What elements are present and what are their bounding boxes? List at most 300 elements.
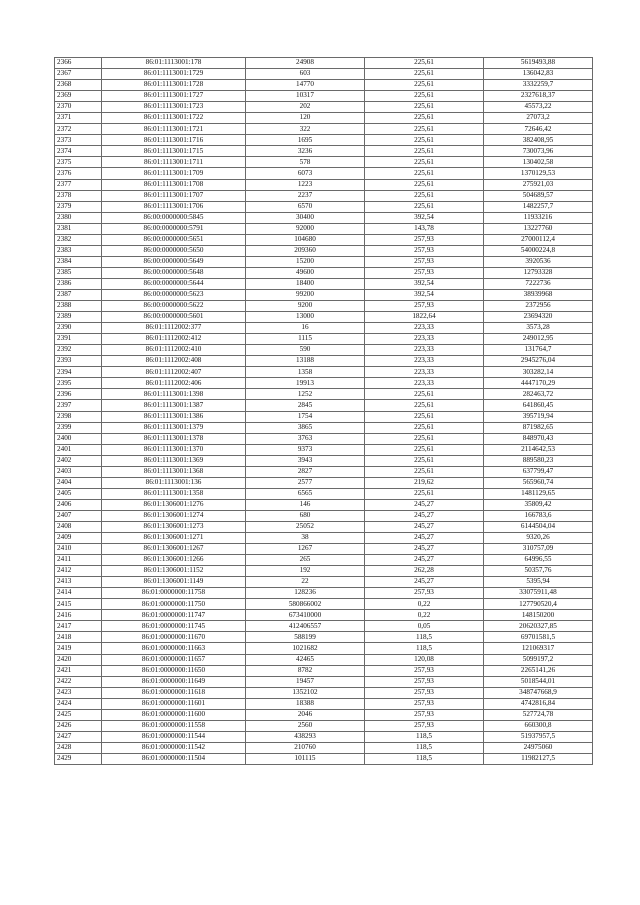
area-cell: 673410000 xyxy=(246,610,365,621)
row-number-cell: 2395 xyxy=(55,378,102,389)
rate-cell: 118,5 xyxy=(365,731,484,742)
rate-cell: 225,61 xyxy=(365,422,484,433)
value-cell: 11982127,5 xyxy=(484,753,593,764)
value-cell: 871982,65 xyxy=(484,422,593,433)
row-number-cell: 2426 xyxy=(55,720,102,731)
cadastral-number-cell: 86:01:0000000:11504 xyxy=(102,753,246,764)
rate-cell: 225,61 xyxy=(365,168,484,179)
cadastral-number-cell: 86:00:0000000:5845 xyxy=(102,212,246,223)
area-cell: 18388 xyxy=(246,698,365,709)
cadastral-number-cell: 86:00:0000000:5650 xyxy=(102,245,246,256)
row-number-cell: 2428 xyxy=(55,742,102,753)
value-cell: 504689,57 xyxy=(484,190,593,201)
area-cell: 438293 xyxy=(246,731,365,742)
cadastral-number-cell: 86:01:1113001:1721 xyxy=(102,124,246,135)
value-cell: 166783,6 xyxy=(484,510,593,521)
table-row xyxy=(55,69,593,80)
table-row xyxy=(55,411,593,422)
row-number-cell: 2391 xyxy=(55,334,102,345)
rate-cell: 225,61 xyxy=(365,400,484,411)
table-row xyxy=(55,278,593,289)
value-cell: 4447170,29 xyxy=(484,378,593,389)
area-cell: 412406557 xyxy=(246,621,365,632)
area-cell: 92000 xyxy=(246,223,365,234)
row-number-cell: 2416 xyxy=(55,610,102,621)
table-row xyxy=(55,621,593,632)
row-number-cell: 2393 xyxy=(55,356,102,367)
cadastral-number-cell: 86:01:1112002:410 xyxy=(102,345,246,356)
area-cell: 3236 xyxy=(246,146,365,157)
row-number-cell: 2392 xyxy=(55,345,102,356)
area-cell: 265 xyxy=(246,555,365,566)
rate-cell: 225,61 xyxy=(365,58,484,69)
area-cell: 1695 xyxy=(246,135,365,146)
rate-cell: 257,93 xyxy=(365,588,484,599)
rate-cell: 225,61 xyxy=(365,433,484,444)
cadastral-number-cell: 86:00:0000000:5644 xyxy=(102,278,246,289)
table-row xyxy=(55,610,593,621)
table-row xyxy=(55,521,593,532)
cadastral-number-cell: 86:01:1306001:1276 xyxy=(102,499,246,510)
table-row xyxy=(55,146,593,157)
value-cell: 131764,7 xyxy=(484,345,593,356)
rate-cell: 257,93 xyxy=(365,676,484,687)
cadastral-number-cell: 86:01:1112002:412 xyxy=(102,334,246,345)
cadastral-number-cell: 86:01:1113001:1728 xyxy=(102,80,246,91)
row-number-cell: 2401 xyxy=(55,444,102,455)
value-cell: 5018544,01 xyxy=(484,676,593,687)
value-cell: 565960,74 xyxy=(484,477,593,488)
area-cell: 9200 xyxy=(246,301,365,312)
rate-cell: 257,93 xyxy=(365,245,484,256)
table-row xyxy=(55,245,593,256)
cadastral-number-cell: 86:01:0000000:11649 xyxy=(102,676,246,687)
table-row xyxy=(55,533,593,544)
table-row xyxy=(55,334,593,345)
table-row xyxy=(55,179,593,190)
value-cell: 127790520,4 xyxy=(484,599,593,610)
cadastral-number-cell: 86:00:0000000:5651 xyxy=(102,234,246,245)
rate-cell: 245,27 xyxy=(365,533,484,544)
row-number-cell: 2373 xyxy=(55,135,102,146)
row-number-cell: 2424 xyxy=(55,698,102,709)
cadastral-number-cell: 86:01:1112002:377 xyxy=(102,323,246,334)
cadastral-number-cell: 86:01:1113001:136 xyxy=(102,477,246,488)
rate-cell: 225,61 xyxy=(365,157,484,168)
area-cell: 2237 xyxy=(246,190,365,201)
rate-cell: 225,61 xyxy=(365,455,484,466)
value-cell: 5619493,88 xyxy=(484,58,593,69)
cadastral-number-cell: 86:01:1113001:1706 xyxy=(102,201,246,212)
rate-cell: 225,61 xyxy=(365,146,484,157)
row-number-cell: 2372 xyxy=(55,124,102,135)
row-number-cell: 2367 xyxy=(55,69,102,80)
rate-cell: 120,08 xyxy=(365,654,484,665)
cadastral-number-cell: 86:01:0000000:11601 xyxy=(102,698,246,709)
row-number-cell: 2371 xyxy=(55,113,102,124)
row-number-cell: 2403 xyxy=(55,466,102,477)
rate-cell: 118,5 xyxy=(365,753,484,764)
cadastral-number-cell: 86:01:1306001:1273 xyxy=(102,521,246,532)
rate-cell: 143,78 xyxy=(365,223,484,234)
area-cell: 128236 xyxy=(246,588,365,599)
value-cell: 45573,22 xyxy=(484,102,593,113)
area-cell: 1223 xyxy=(246,179,365,190)
value-cell: 9320,26 xyxy=(484,533,593,544)
area-cell: 1754 xyxy=(246,411,365,422)
row-number-cell: 2417 xyxy=(55,621,102,632)
cadastral-number-cell: 86:01:1113001:1370 xyxy=(102,444,246,455)
value-cell: 51937957,5 xyxy=(484,731,593,742)
value-cell: 2945276,04 xyxy=(484,356,593,367)
cadastral-number-cell: 86:01:0000000:11670 xyxy=(102,632,246,643)
area-cell: 16 xyxy=(246,323,365,334)
rate-cell: 225,61 xyxy=(365,488,484,499)
rate-cell: 219,62 xyxy=(365,477,484,488)
rate-cell: 245,27 xyxy=(365,544,484,555)
area-cell: 38 xyxy=(246,533,365,544)
area-cell: 24908 xyxy=(246,58,365,69)
row-number-cell: 2418 xyxy=(55,632,102,643)
row-number-cell: 2397 xyxy=(55,400,102,411)
row-number-cell: 2404 xyxy=(55,477,102,488)
area-cell: 1252 xyxy=(246,389,365,400)
row-number-cell: 2405 xyxy=(55,488,102,499)
value-cell: 4742816,84 xyxy=(484,698,593,709)
cadastral-number-cell: 86:01:1113001:1378 xyxy=(102,433,246,444)
area-cell: 19913 xyxy=(246,378,365,389)
table-row xyxy=(55,201,593,212)
value-cell: 27073,2 xyxy=(484,113,593,124)
table-row xyxy=(55,113,593,124)
row-number-cell: 2422 xyxy=(55,676,102,687)
rate-cell: 225,61 xyxy=(365,389,484,400)
cadastral-number-cell: 86:00:0000000:5623 xyxy=(102,289,246,300)
cadastral-number-cell: 86:01:0000000:11750 xyxy=(102,599,246,610)
row-number-cell: 2402 xyxy=(55,455,102,466)
value-cell: 13227760 xyxy=(484,223,593,234)
row-number-cell: 2379 xyxy=(55,201,102,212)
value-cell: 889580,23 xyxy=(484,455,593,466)
row-number-cell: 2420 xyxy=(55,654,102,665)
area-cell: 6570 xyxy=(246,201,365,212)
area-cell: 1358 xyxy=(246,367,365,378)
table-row xyxy=(55,698,593,709)
rate-cell: 392,54 xyxy=(365,278,484,289)
rate-cell: 392,54 xyxy=(365,289,484,300)
cadastral-number-cell: 86:01:1112002:406 xyxy=(102,378,246,389)
table-row xyxy=(55,234,593,245)
cadastral-number-cell: 86:01:1113001:1729 xyxy=(102,69,246,80)
value-cell: 136042,83 xyxy=(484,69,593,80)
area-cell: 25052 xyxy=(246,521,365,532)
table-row xyxy=(55,80,593,91)
cadastral-number-cell: 86:01:1112002:408 xyxy=(102,356,246,367)
cadastral-number-cell: 86:01:0000000:11745 xyxy=(102,621,246,632)
row-number-cell: 2389 xyxy=(55,312,102,323)
row-number-cell: 2427 xyxy=(55,731,102,742)
row-number-cell: 2413 xyxy=(55,577,102,588)
cadastral-number-cell: 86:01:0000000:11747 xyxy=(102,610,246,621)
area-cell: 19457 xyxy=(246,676,365,687)
value-cell: 130402,58 xyxy=(484,157,593,168)
table-row xyxy=(55,709,593,720)
rate-cell: 0,05 xyxy=(365,621,484,632)
table-row xyxy=(55,753,593,764)
cadastral-number-cell: 86:01:1306001:1267 xyxy=(102,544,246,555)
area-cell: 101115 xyxy=(246,753,365,764)
rate-cell: 225,61 xyxy=(365,179,484,190)
table-body xyxy=(55,58,593,765)
table-row xyxy=(55,643,593,654)
rate-cell: 257,93 xyxy=(365,698,484,709)
rate-cell: 0,22 xyxy=(365,610,484,621)
row-number-cell: 2370 xyxy=(55,102,102,113)
table-row xyxy=(55,566,593,577)
area-cell: 120 xyxy=(246,113,365,124)
area-cell: 209360 xyxy=(246,245,365,256)
table-row xyxy=(55,212,593,223)
cadastral-number-cell: 86:01:1113001:1386 xyxy=(102,411,246,422)
row-number-cell: 2429 xyxy=(55,753,102,764)
table-row xyxy=(55,168,593,179)
area-cell: 99200 xyxy=(246,289,365,300)
table-row xyxy=(55,190,593,201)
rate-cell: 225,61 xyxy=(365,80,484,91)
area-cell: 18400 xyxy=(246,278,365,289)
cadastral-number-cell: 86:01:1112002:407 xyxy=(102,367,246,378)
value-cell: 641860,45 xyxy=(484,400,593,411)
value-cell: 11933216 xyxy=(484,212,593,223)
cadastral-number-cell: 86:01:1113001:1711 xyxy=(102,157,246,168)
rate-cell: 225,61 xyxy=(365,91,484,102)
value-cell: 1481129,65 xyxy=(484,488,593,499)
table-row xyxy=(55,378,593,389)
rate-cell: 257,93 xyxy=(365,709,484,720)
area-cell: 14770 xyxy=(246,80,365,91)
row-number-cell: 2377 xyxy=(55,179,102,190)
row-number-cell: 2390 xyxy=(55,323,102,334)
table-row xyxy=(55,599,593,610)
table-row xyxy=(55,256,593,267)
rate-cell: 225,61 xyxy=(365,124,484,135)
value-cell: 382408,95 xyxy=(484,135,593,146)
row-number-cell: 2407 xyxy=(55,510,102,521)
cadastral-number-cell: 86:01:0000000:11542 xyxy=(102,742,246,753)
area-cell: 680 xyxy=(246,510,365,521)
rate-cell: 257,93 xyxy=(365,687,484,698)
cadastral-number-cell: 86:01:0000000:11650 xyxy=(102,665,246,676)
row-number-cell: 2414 xyxy=(55,588,102,599)
value-cell: 1370129,53 xyxy=(484,168,593,179)
area-cell: 146 xyxy=(246,499,365,510)
row-number-cell: 2415 xyxy=(55,599,102,610)
table-row xyxy=(55,356,593,367)
row-number-cell: 2380 xyxy=(55,212,102,223)
table-row xyxy=(55,102,593,113)
table-row xyxy=(55,555,593,566)
cadastral-number-cell: 86:01:0000000:11657 xyxy=(102,654,246,665)
row-number-cell: 2409 xyxy=(55,533,102,544)
rate-cell: 223,33 xyxy=(365,367,484,378)
row-number-cell: 2387 xyxy=(55,289,102,300)
rate-cell: 257,93 xyxy=(365,665,484,676)
cadastral-number-cell: 86:01:1113001:1708 xyxy=(102,179,246,190)
value-cell: 50357,76 xyxy=(484,566,593,577)
rate-cell: 245,27 xyxy=(365,521,484,532)
value-cell: 2327618,37 xyxy=(484,91,593,102)
area-cell: 104680 xyxy=(246,234,365,245)
table-row xyxy=(55,323,593,334)
table-row xyxy=(55,444,593,455)
area-cell: 2577 xyxy=(246,477,365,488)
row-number-cell: 2383 xyxy=(55,245,102,256)
area-cell: 13000 xyxy=(246,312,365,323)
area-cell: 578 xyxy=(246,157,365,168)
cadastral-number-cell: 86:00:0000000:5791 xyxy=(102,223,246,234)
table-row xyxy=(55,577,593,588)
row-number-cell: 2411 xyxy=(55,555,102,566)
table-row xyxy=(55,687,593,698)
area-cell: 1267 xyxy=(246,544,365,555)
row-number-cell: 2384 xyxy=(55,256,102,267)
row-number-cell: 2374 xyxy=(55,146,102,157)
rate-cell: 245,27 xyxy=(365,577,484,588)
rate-cell: 118,5 xyxy=(365,643,484,654)
table-row xyxy=(55,499,593,510)
area-cell: 322 xyxy=(246,124,365,135)
row-number-cell: 2388 xyxy=(55,301,102,312)
table-row xyxy=(55,477,593,488)
table-row xyxy=(55,665,593,676)
cadastral-number-cell: 86:01:1113001:1369 xyxy=(102,455,246,466)
cadastral-number-cell: 86:00:0000000:5649 xyxy=(102,256,246,267)
table-row xyxy=(55,312,593,323)
rate-cell: 225,61 xyxy=(365,102,484,113)
cadastral-number-cell: 86:01:1113001:1715 xyxy=(102,146,246,157)
table-row xyxy=(55,422,593,433)
rate-cell: 392,54 xyxy=(365,212,484,223)
row-number-cell: 2408 xyxy=(55,521,102,532)
rate-cell: 225,61 xyxy=(365,69,484,80)
area-cell: 3763 xyxy=(246,433,365,444)
area-cell: 202 xyxy=(246,102,365,113)
value-cell: 3573,28 xyxy=(484,323,593,334)
row-number-cell: 2400 xyxy=(55,433,102,444)
cadastral-number-cell: 86:01:1113001:1398 xyxy=(102,389,246,400)
rate-cell: 245,27 xyxy=(365,555,484,566)
table-row xyxy=(55,455,593,466)
area-cell: 588199 xyxy=(246,632,365,643)
value-cell: 27000112,4 xyxy=(484,234,593,245)
table-row xyxy=(55,135,593,146)
value-cell: 637799,47 xyxy=(484,466,593,477)
table-row xyxy=(55,367,593,378)
rate-cell: 225,61 xyxy=(365,201,484,212)
area-cell: 42465 xyxy=(246,654,365,665)
row-number-cell: 2369 xyxy=(55,91,102,102)
table-row xyxy=(55,676,593,687)
value-cell: 6144504,04 xyxy=(484,521,593,532)
cadastral-number-cell: 86:01:1306001:1152 xyxy=(102,566,246,577)
area-cell: 15200 xyxy=(246,256,365,267)
area-cell: 2560 xyxy=(246,720,365,731)
row-number-cell: 2406 xyxy=(55,499,102,510)
document-page xyxy=(54,57,585,765)
row-number-cell: 2376 xyxy=(55,168,102,179)
value-cell: 64996,55 xyxy=(484,555,593,566)
area-cell: 8782 xyxy=(246,665,365,676)
value-cell: 33075911,48 xyxy=(484,588,593,599)
cadastral-number-cell: 86:00:0000000:5601 xyxy=(102,312,246,323)
area-cell: 3865 xyxy=(246,422,365,433)
cadastral-number-cell: 86:01:0000000:11758 xyxy=(102,588,246,599)
cadastral-number-cell: 86:01:0000000:11558 xyxy=(102,720,246,731)
area-cell: 2046 xyxy=(246,709,365,720)
table-row xyxy=(55,400,593,411)
table-row xyxy=(55,720,593,731)
table-row xyxy=(55,389,593,400)
value-cell: 249012,95 xyxy=(484,334,593,345)
value-cell: 2114642,53 xyxy=(484,444,593,455)
row-number-cell: 2410 xyxy=(55,544,102,555)
table-row xyxy=(55,58,593,69)
area-cell: 603 xyxy=(246,69,365,80)
rate-cell: 257,93 xyxy=(365,234,484,245)
cadastral-number-cell: 86:01:1113001:1358 xyxy=(102,488,246,499)
value-cell: 310757,09 xyxy=(484,544,593,555)
table-row xyxy=(55,742,593,753)
cadastral-number-cell: 86:01:1113001:1723 xyxy=(102,102,246,113)
table-row xyxy=(55,632,593,643)
cadastral-number-cell: 86:01:0000000:11663 xyxy=(102,643,246,654)
value-cell: 395719,94 xyxy=(484,411,593,422)
value-cell: 35809,42 xyxy=(484,499,593,510)
value-cell: 12793328 xyxy=(484,267,593,278)
rate-cell: 257,93 xyxy=(365,267,484,278)
rate-cell: 262,28 xyxy=(365,566,484,577)
table-row xyxy=(55,544,593,555)
value-cell: 848970,43 xyxy=(484,433,593,444)
row-number-cell: 2381 xyxy=(55,223,102,234)
table-row xyxy=(55,466,593,477)
value-cell: 1482257,7 xyxy=(484,201,593,212)
table-row xyxy=(55,289,593,300)
area-cell: 1115 xyxy=(246,334,365,345)
table-row xyxy=(55,91,593,102)
value-cell: 20620327,85 xyxy=(484,621,593,632)
cadastral-number-cell: 86:01:0000000:11544 xyxy=(102,731,246,742)
area-cell: 2845 xyxy=(246,400,365,411)
row-number-cell: 2399 xyxy=(55,422,102,433)
cadastral-number-cell: 86:01:1113001:1727 xyxy=(102,91,246,102)
area-cell: 10317 xyxy=(246,91,365,102)
row-number-cell: 2419 xyxy=(55,643,102,654)
value-cell: 121069317 xyxy=(484,643,593,654)
data-table xyxy=(54,57,593,765)
area-cell: 49600 xyxy=(246,267,365,278)
rate-cell: 245,27 xyxy=(365,510,484,521)
value-cell: 275921,03 xyxy=(484,179,593,190)
area-cell: 580866002 xyxy=(246,599,365,610)
value-cell: 54000224,8 xyxy=(484,245,593,256)
rate-cell: 118,5 xyxy=(365,742,484,753)
cadastral-number-cell: 86:01:1113001:1722 xyxy=(102,113,246,124)
rate-cell: 245,27 xyxy=(365,499,484,510)
area-cell: 192 xyxy=(246,566,365,577)
cadastral-number-cell: 86:01:1113001:1387 xyxy=(102,400,246,411)
rate-cell: 223,33 xyxy=(365,345,484,356)
